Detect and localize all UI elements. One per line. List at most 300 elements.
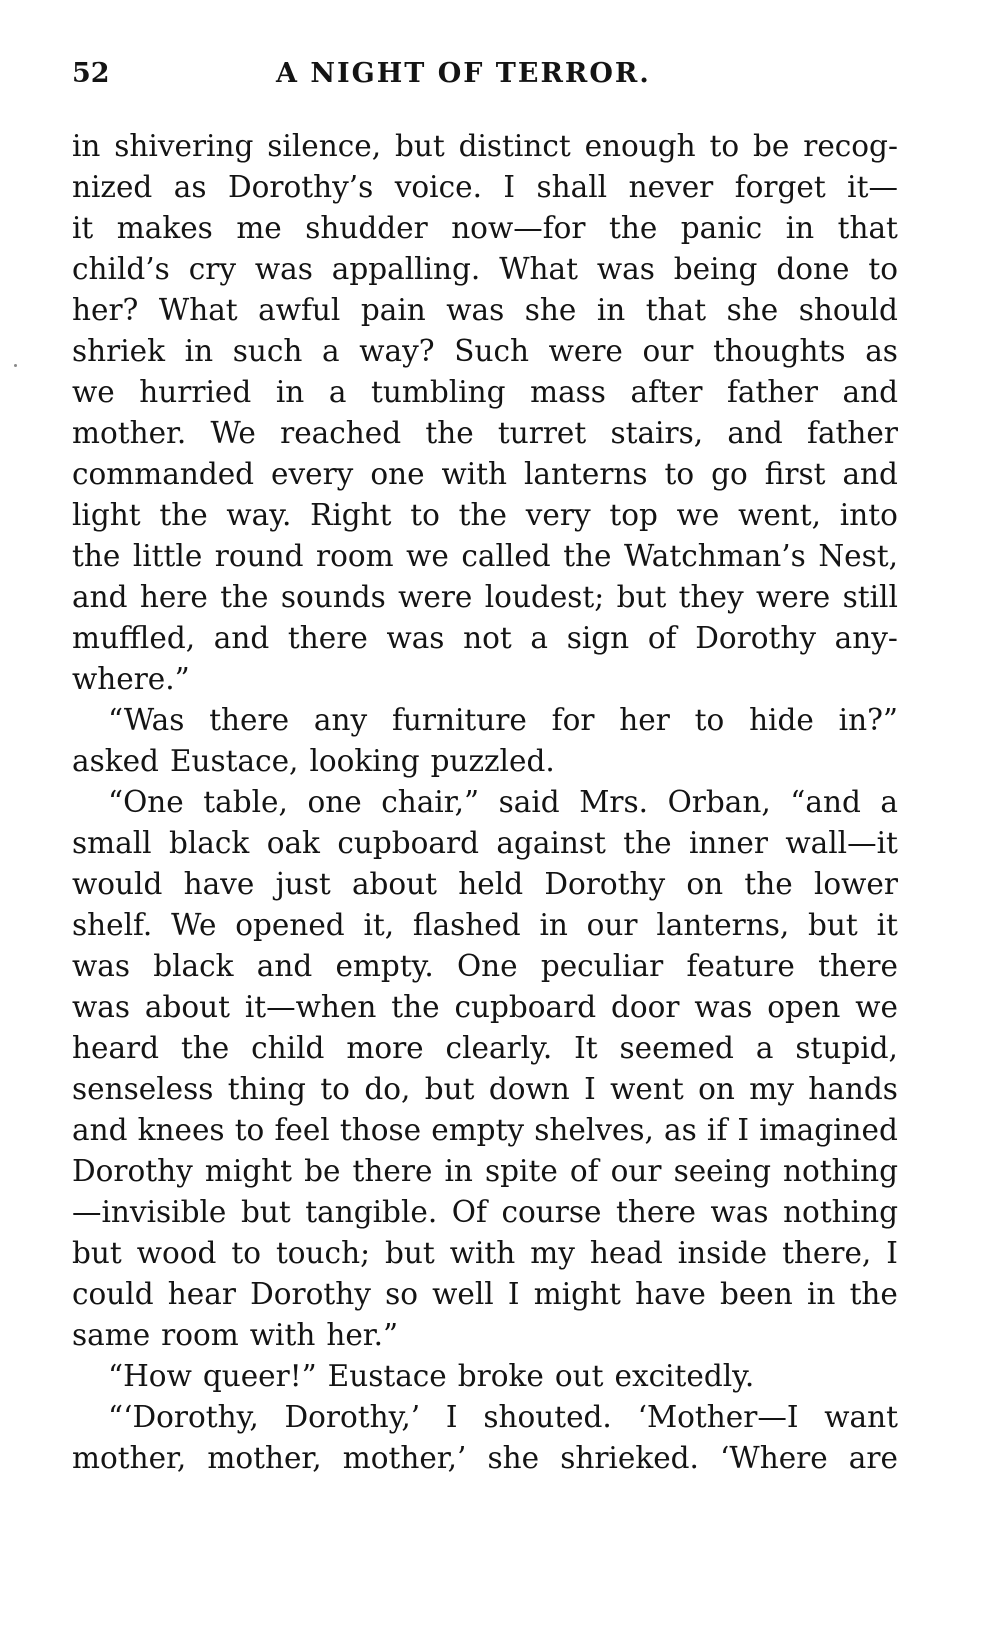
word: wall—it [785,826,898,860]
word: black [168,826,250,860]
word: such [232,334,303,368]
word: the [72,539,121,573]
paragraph-first-line [72,782,898,823]
page-number: 52 [72,58,110,89]
word: her.” [326,1318,399,1352]
word: I [886,1236,898,1270]
word: well [432,1277,494,1311]
text-line [72,1069,898,1110]
word: was [72,990,130,1024]
word: a [755,1031,774,1065]
word: nothing [783,1195,898,1229]
word: want [824,1400,898,1434]
word: but [384,1236,435,1270]
word: might [533,1277,621,1311]
word: it—when [244,990,377,1024]
word: with [441,457,508,491]
word: that [645,293,707,327]
word: they [678,580,744,614]
word: never [628,170,714,204]
word: feel [274,1113,330,1147]
word: was [386,621,445,655]
word: into [839,498,898,532]
word: we [406,539,449,573]
text-line [72,208,898,249]
word: shudder [305,211,428,245]
word: Dorothy [72,1154,193,1188]
text-line [72,331,898,372]
word: Dorothy [250,1277,371,1311]
word: hands [808,1072,898,1106]
word: it, [363,908,395,942]
word: broke [457,1359,544,1393]
body-text [72,126,898,1479]
word: and [72,1113,128,1147]
word: to [868,252,898,286]
word: was [710,1195,769,1229]
word: the [458,498,507,532]
word: with [249,1318,316,1352]
word: commanded [72,457,255,491]
word: with [449,1236,516,1270]
word: loudest; [484,580,605,614]
word: round [214,539,304,573]
word: in [184,334,214,368]
word: mass [530,375,606,409]
word: should [798,293,898,327]
text-line [72,823,898,864]
word: now—for [451,211,586,245]
word: but [72,1236,122,1270]
word: one [370,457,425,491]
word: shouted. [483,1400,612,1434]
word: “and [790,785,861,819]
word: inside [677,1236,768,1270]
word: there [352,1154,433,1188]
word: and [256,949,313,983]
text-line [72,905,898,946]
word: the [608,211,658,245]
word: Such [454,334,529,368]
word: hear [167,1277,236,1311]
word: mother, [207,1441,322,1475]
text-line [72,864,898,905]
word: “One [108,785,184,819]
text-line [72,1233,898,1274]
word: oak [266,826,320,860]
word: a [322,334,340,368]
word: was [254,252,313,286]
running-title: A NIGHT OF TERROR. [276,58,651,89]
word: Eustace, [169,744,299,778]
word: a [530,621,549,655]
word: We [171,908,217,942]
word: and [727,416,783,450]
word: we [72,375,115,409]
word: be [304,1154,341,1188]
word: makes [116,211,213,245]
word: I [503,170,516,204]
word: are [848,1441,898,1475]
word: there [287,621,368,655]
word: enough [584,129,696,163]
word: just [275,867,331,901]
word: in?” [838,703,898,737]
word: of [569,1154,599,1188]
word: it— [847,170,898,204]
word: in [785,211,815,245]
word: empty. [335,949,434,983]
word: stupid, [795,1031,898,1065]
word: might [204,1154,293,1188]
text-line [72,1438,898,1479]
word: forget [734,170,826,204]
text-line [72,1028,898,1069]
word: would [72,867,163,901]
word: knees [137,1113,225,1147]
text-line [72,126,898,167]
word: here [139,580,208,614]
word: done [776,252,850,286]
paragraph-first-line [72,700,898,741]
word: “Was [108,703,185,737]
word: the [391,990,440,1024]
text-line [72,249,898,290]
word: feature [686,949,795,983]
word: seemed [619,1031,734,1065]
word: have [183,867,255,901]
word: not [463,621,512,655]
word: one [307,785,362,819]
word: Orban, [667,785,771,819]
word: in [275,375,305,409]
text-line [72,1192,898,1233]
word: on [698,1072,735,1106]
word: Nest, [818,539,898,573]
word: Dorothy’s [227,170,374,204]
text-line [72,1110,898,1151]
word: puzzled. [430,744,555,778]
text-line [72,372,898,413]
word: her [619,703,670,737]
word: We [210,416,256,450]
word: ‘Mother—I [637,1400,799,1434]
word: as [865,334,898,368]
text-line [72,495,898,536]
word: nothing [783,1154,898,1188]
word: was [72,949,130,983]
word: child’s [72,252,170,286]
word: shall [536,170,608,204]
word: in [444,1154,473,1188]
word: first [764,457,826,491]
word: wood [136,1236,217,1270]
word: to [320,1072,350,1106]
word: there [616,1195,696,1229]
word: of [647,621,677,655]
running-head [72,52,898,96]
word: the [563,539,612,573]
word: she [726,293,779,327]
word: to [410,498,440,532]
word: but [424,1072,475,1106]
word: as [664,1113,697,1147]
word: the [159,498,208,532]
word: but [616,580,667,614]
word: the [849,1277,898,1311]
word: the [425,416,474,450]
word: shelves, [534,1113,654,1147]
word: room [316,539,394,573]
word: if [706,1113,728,1147]
word: way. [226,498,292,532]
word: hide [749,703,814,737]
word: clearly. [445,1031,553,1065]
word: appalling. [331,252,481,286]
word: table, [203,785,288,819]
word: in [596,293,626,327]
word: I [737,1113,750,1147]
word: child [251,1031,325,1065]
text-line [72,1151,898,1192]
word: voice. [394,170,482,204]
word: in [72,129,101,163]
word: top [609,498,658,532]
word: were [756,580,831,614]
word: her? [72,293,139,327]
word: my [749,1072,794,1106]
word: mother, [72,1441,187,1475]
word: she [524,293,577,327]
word: tumbling [371,375,506,409]
word: said [498,785,560,819]
word: shrieked. [560,1441,699,1475]
word: our [642,334,694,368]
word: I [584,1072,596,1106]
word: as [173,170,207,204]
word: turret [497,416,587,450]
word: awful [258,293,341,327]
word: Of [451,1195,487,1229]
text-line [72,946,898,987]
word: go [711,457,748,491]
word: that [837,211,898,245]
word: nized [72,170,153,204]
word: every [271,457,354,491]
word: lanterns [523,457,648,491]
word: Dorothy [544,867,666,901]
text-line [72,1274,898,1315]
word: was [446,293,505,327]
word: we [855,990,898,1024]
word: same [72,1318,151,1352]
word: chair,” [381,785,480,819]
word: What [158,293,238,327]
word: open [767,990,841,1024]
text-line [72,987,898,1028]
word: shivering [114,129,254,163]
word: on [686,867,724,901]
word: about [144,990,230,1024]
word: Dorothy [695,621,816,655]
word: mother. [72,416,187,450]
word: heard [72,1031,160,1065]
word: light [72,498,141,532]
word: and [72,580,128,614]
word: our [586,908,638,942]
word: Watchman’s [624,539,806,573]
word: in [539,908,568,942]
word: to [231,1236,261,1270]
word: opened [235,908,345,942]
word: do, [364,1072,411,1106]
word: to [709,129,740,163]
word: shriek [72,334,166,368]
word: It [574,1031,598,1065]
word: I [445,1400,458,1434]
word: way? [359,334,435,368]
word: against [496,826,606,860]
word: a [880,785,898,819]
word: looking [309,744,420,778]
word: and [842,457,898,491]
word: went [610,1072,684,1106]
word: “How [108,1359,192,1393]
word: was [694,990,753,1024]
word: Right [310,498,392,532]
word: where.” [72,662,190,696]
word: pain [360,293,426,327]
text-line [72,659,898,700]
word: lower [813,867,898,901]
word: room [161,1318,239,1352]
word: head [589,1236,663,1270]
word: a [328,375,347,409]
word: small [72,826,152,860]
word: were [398,580,473,614]
word: about [351,867,438,901]
word: any- [834,621,898,655]
word: and [842,375,898,409]
word: shelf. [72,908,153,942]
word: after [630,375,703,409]
word: could [72,1277,154,1311]
word: black [153,949,234,983]
word: empty [431,1113,525,1147]
word: and [213,621,270,655]
word: excitedly. [614,1359,755,1393]
word: spite [485,1154,558,1188]
paragraph-first-line [72,1356,898,1397]
word: asked [72,744,159,778]
word: to [234,1113,265,1147]
word: our [610,1154,662,1188]
text-line [72,577,898,618]
word: there [209,703,290,737]
word: have [635,1277,706,1311]
word: Eustace [327,1359,447,1393]
word: we [676,498,720,532]
word: imagined [759,1113,898,1147]
word: it [876,908,898,942]
word: furniture [391,703,527,737]
word: the [220,580,269,614]
word: muffled, [72,621,196,655]
margin-speck [14,364,17,367]
word: for [551,703,595,737]
word: but [808,908,858,942]
word: father [807,416,898,450]
text-line [72,454,898,495]
word: touch; [275,1236,371,1270]
word: the [180,1031,230,1065]
word: father [727,375,818,409]
word: distinct [458,129,571,163]
word: cry [188,252,236,286]
word: stairs, [610,416,704,450]
word: mother,’ [342,1441,467,1475]
word: it [72,211,94,245]
word: One [456,949,518,983]
word: any [313,703,368,737]
word: thing [227,1072,306,1106]
text-line [72,536,898,577]
word: the [623,826,672,860]
word: little [132,539,203,573]
word: lanterns, [656,908,790,942]
word: my [530,1236,575,1270]
word: —invisible [72,1195,227,1229]
word: to [664,457,695,491]
word: “‘Dorothy, [108,1400,259,1434]
word: panic [680,211,763,245]
word: cupboard [454,990,597,1024]
word: held [458,867,524,901]
word: very [525,498,591,532]
text-line [72,618,898,659]
text-line [72,413,898,454]
word: flashed [412,908,521,942]
word: she [487,1441,540,1475]
word: there, [782,1236,872,1270]
word: queer!” [202,1359,317,1393]
word: recog- [803,129,898,163]
word: hurried [139,375,252,409]
word: sign [566,621,630,655]
word: were [548,334,623,368]
word: reached [280,416,402,450]
text-line [72,290,898,331]
word: still [842,580,898,614]
word: ‘Where [720,1441,828,1475]
text-line [72,741,898,782]
word: more [346,1031,424,1065]
word: silence, [267,129,382,163]
word: peculiar [540,949,664,983]
word: there [818,949,898,983]
word: Dorothy,’ [284,1400,421,1434]
text-line [72,167,898,208]
word: thoughts [713,334,846,368]
word: inner [689,826,768,860]
word: those [339,1113,422,1147]
text-line [72,1315,898,1356]
word: cupboard [337,826,479,860]
paragraph-first-line [72,1397,898,1438]
word: tangible. [305,1195,438,1229]
word: so [385,1277,418,1311]
word: but [240,1195,291,1229]
